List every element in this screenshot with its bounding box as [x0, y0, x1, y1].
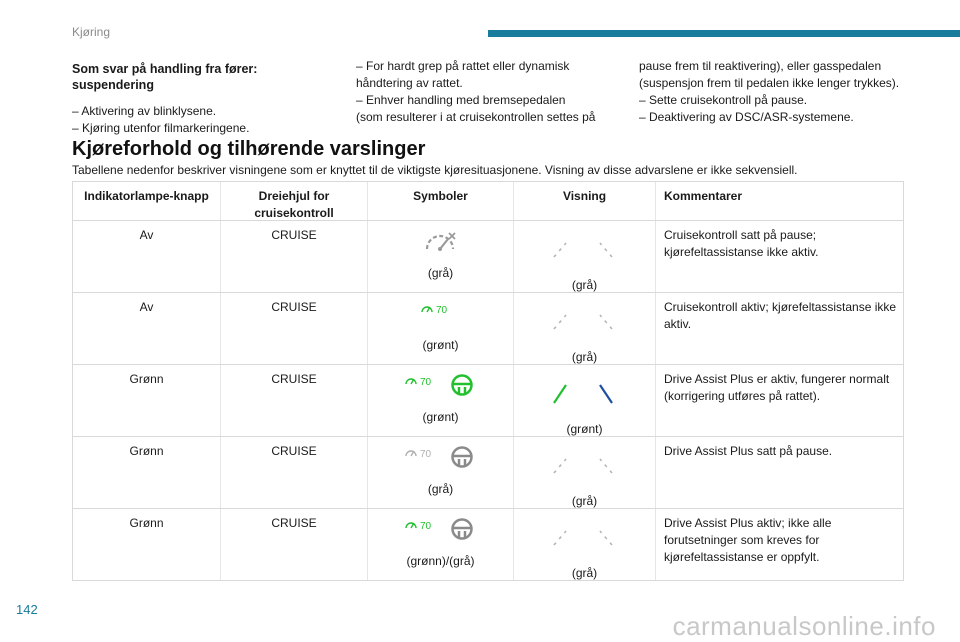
display-color-label: (grå) [571, 566, 598, 580]
set-speed: 70 [436, 305, 448, 316]
page-number: 142 [16, 602, 38, 617]
cruise-speedometer-icon [404, 374, 418, 386]
header-display: Visning [513, 182, 655, 220]
cell-symbols [367, 437, 513, 508]
cell-wheel: CRUISE [220, 221, 367, 292]
cell-indicator: Grønn [129, 444, 164, 458]
table-row [73, 220, 903, 292]
display-color-label: (grå) [571, 278, 598, 292]
lane-lines-icon [548, 523, 618, 551]
section-intro: Tabellene nedenfor beskriver visningene som er knyttet til de viktigste kjøresituasjonene. Visning av disse advarslene er ikke sekvensiell. [72, 163, 798, 177]
set-speed: 70 [420, 449, 432, 460]
cell-comment: Drive Assist Plus aktiv; ikke alle forutsetninger som kreves for kjørefeltassistanse er oppfylt. [655, 509, 903, 580]
table-row [73, 436, 903, 508]
display-color-label: (grå) [571, 350, 598, 364]
list-item: – Aktivering av blinklysene. [72, 104, 217, 118]
cell-wheel: CRUISE [220, 437, 367, 508]
intro-column-1 [72, 58, 312, 137]
intro-column-3 [639, 58, 909, 126]
header-wheel: Dreiehjul for cruisekontroll [220, 182, 367, 220]
cruise-speedometer-icon [420, 302, 434, 314]
table-row [73, 292, 903, 364]
cell-display [513, 293, 655, 364]
cell-wheel: CRUISE [220, 509, 367, 580]
suspension-heading: Som svar på handling fra fører: suspendering [72, 62, 258, 92]
cell-wheel: CRUISE [220, 365, 367, 436]
header-section-title: Kjøring [72, 25, 111, 39]
header-symbols: Symboler [367, 182, 513, 220]
warnings-table [72, 181, 904, 581]
symbol-color-label: (grønt) [422, 338, 459, 352]
header-indicator: Indikatorlampe-knapp [84, 189, 209, 203]
header-comments: Kommentarer [655, 182, 903, 220]
steering-wheel-icon [450, 517, 474, 541]
lane-lines-icon [548, 307, 618, 335]
list-item-cont: pause frem til reaktivering), eller gasspedalen [639, 59, 882, 73]
display-color-label: (grønt) [566, 422, 603, 436]
list-item: – Deaktivering av DSC/ASR-systemene. [639, 110, 854, 124]
lane-lines-icon [548, 451, 618, 479]
cell-symbols [367, 509, 513, 580]
set-speed: 70 [420, 377, 432, 388]
watermark: carmanualsonline.info [672, 611, 936, 641]
cell-wheel: CRUISE [220, 293, 367, 364]
list-item-cont: håndtering av rattet. [356, 76, 463, 90]
lane-lines-icon [548, 379, 618, 407]
cell-display [513, 509, 655, 580]
cell-symbols [367, 221, 513, 292]
cruise-speedometer-icon [404, 518, 418, 530]
cell-indicator: Av [139, 228, 154, 242]
symbol-color-label: (grå) [427, 482, 454, 496]
cell-symbols [367, 293, 513, 364]
list-item-cont: (som resulterer i at cruisekontrollen settes på [356, 110, 596, 124]
cell-indicator: Grønn [129, 516, 164, 530]
cell-indicator: Av [139, 300, 154, 314]
cell-comment: Drive Assist Plus satt på pause. [655, 437, 903, 508]
cell-comment: Cruisekontroll aktiv; kjørefeltassistanse ikke aktiv. [655, 293, 903, 364]
set-speed: 70 [420, 521, 432, 532]
list-item: – Kjøring utenfor filmarkeringene. [72, 121, 250, 135]
steering-wheel-icon [450, 373, 474, 397]
table-header-row [73, 182, 903, 220]
list-item: – Sette cruisekontroll på pause. [639, 93, 808, 107]
cell-display [513, 437, 655, 508]
steering-wheel-icon [450, 445, 474, 469]
lane-lines-icon [548, 235, 618, 263]
cruise-control-gauge-icon [422, 229, 458, 255]
symbol-color-label: (grønn)/(grå) [406, 554, 475, 568]
cell-comment: Cruisekontroll satt på pause; kjørefeltassistanse ikke aktiv. [655, 221, 903, 292]
list-item-cont: (suspensjon frem til pedalen ikke lenger trykkes). [639, 76, 900, 90]
header-accent-bar [488, 30, 960, 37]
cell-indicator: Grønn [129, 372, 164, 386]
cell-display [513, 221, 655, 292]
cruise-speedometer-icon [404, 446, 418, 458]
cell-comment: Drive Assist Plus er aktiv, fungerer normalt (korrigering utføres på rattet). [655, 365, 903, 436]
cell-display [513, 365, 655, 436]
list-item: – Enhver handling med bremsepedalen [356, 93, 566, 107]
section-title: Kjøreforhold og tilhørende varslinger [72, 138, 426, 160]
table-row [73, 364, 903, 436]
display-color-label: (grå) [571, 494, 598, 508]
cell-symbols [367, 365, 513, 436]
table-row [73, 508, 903, 580]
list-item: – For hardt grep på rattet eller dynamisk [356, 59, 570, 73]
symbol-color-label: (grå) [427, 266, 454, 280]
intro-column-2 [356, 58, 606, 126]
symbol-color-label: (grønt) [422, 410, 459, 424]
